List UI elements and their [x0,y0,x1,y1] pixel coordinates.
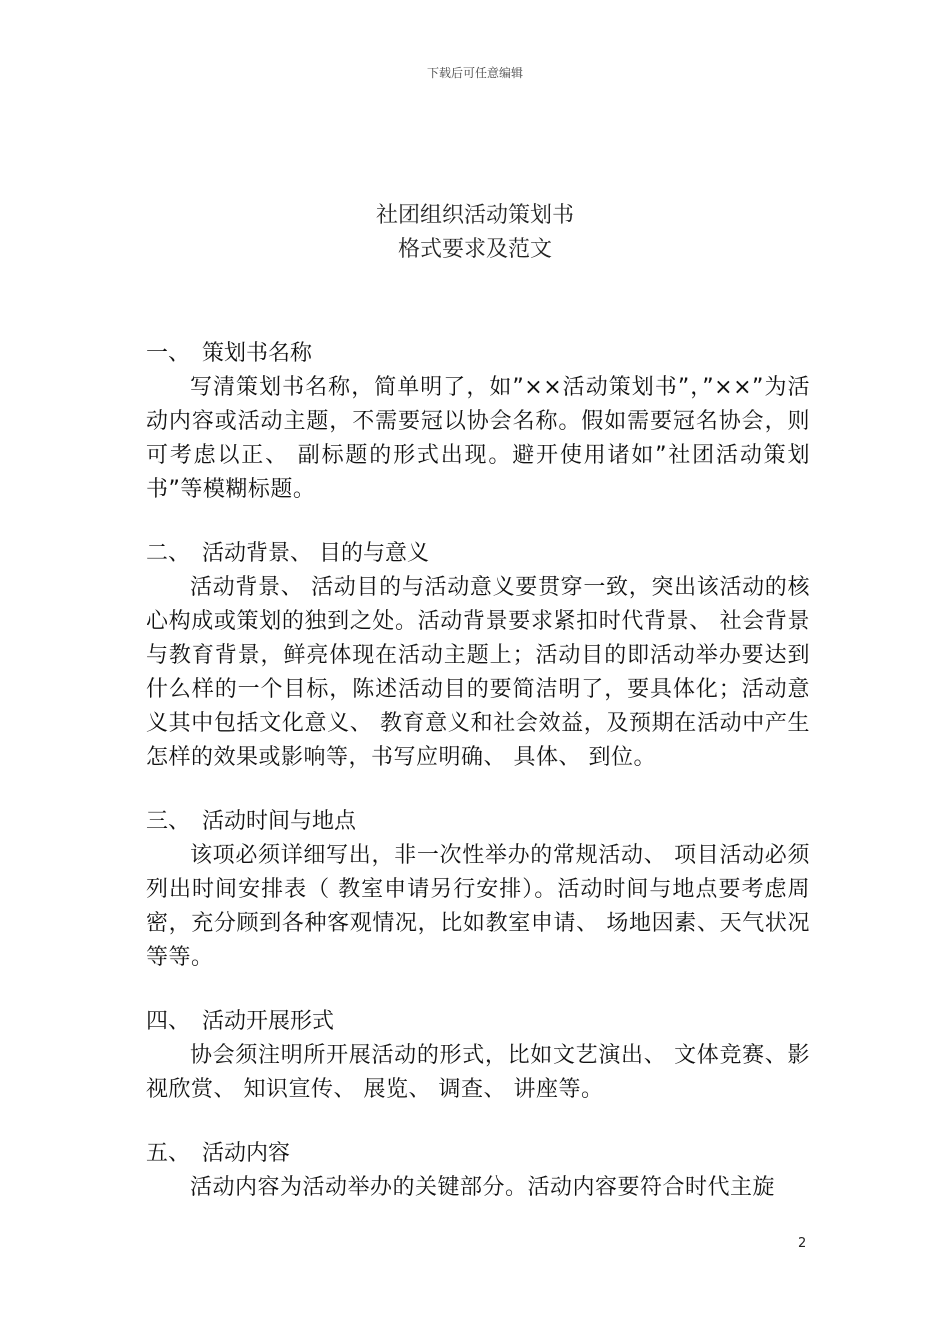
section-heading [146,537,810,571]
section-number: 一、 [146,341,191,366]
section-number: 五、 [146,1141,191,1166]
section-1 [146,337,810,507]
section-paragraph: 写清策划书名称，简单明了，如”××活动策划书”，”××”为活动内容或活动主题，不需要冠以协会名称。假如需要冠名协会，则可考虑以正、 副标题的形式出现。避开使用诸如”社团活动策划书”等模糊标题。 [146,375,810,502]
document-title: 社团组织活动策划书 [375,203,574,228]
section-paragraph: 活动背景、 活动目的与活动意义要贯穿一致，突出该活动的核心构成或策划的独到之处。活动背景要求紧扣时代背景、 社会背景与教育背景，鲜亮体现在活动主题上；活动目的即活动举办要达到什么样的一个目标，陈述活动目的要简洁明了，要具体化；活动意义其中包括文化意义、 教育意义和社会效益，及预期在活动中产生怎样的效果或影响等，书写应明确、 具体、 到位。 [146,575,810,770]
section-paragraph: 活动内容为活动举办的关键部分。活动内容要符合时代主旋 [190,1175,776,1200]
section-4 [146,1005,810,1107]
section-number: 三、 [146,809,191,834]
document-subtitle: 格式要求及范文 [397,237,552,262]
section-paragraph: 该项必须详细写出，非一次性举办的常规活动、 项目活动必须列出时间安排表（ 教室申请另行安排）。活动时间与地点要考虑周密，充分顾到各种客观情况，比如教室申请、 场地因素、天气状况等等。 [146,843,810,970]
header-note: 下载后可任意编辑 [426,66,523,80]
section-5 [146,1137,810,1205]
document-body [146,337,810,1235]
section-heading [146,1005,810,1039]
section-heading [146,1137,810,1171]
section-paragraph: 协会须注明所开展活动的形式，比如文艺演出、 文体竞赛、影视欣赏、 知识宣传、 展览、 调查、 讲座等。 [146,1043,810,1102]
section-number: 四、 [146,1009,191,1034]
section-heading [146,337,810,371]
section-title: 活动内容 [202,1141,291,1166]
page-number: 2 [798,1236,807,1251]
section-title: 策划书名称 [202,341,313,366]
section-title: 活动时间与地点 [202,809,357,834]
section-number: 二、 [146,541,191,566]
section-heading [146,805,810,839]
section-3 [146,805,810,975]
section-title: 活动背景、 目的与意义 [202,541,429,566]
section-title: 活动开展形式 [202,1009,335,1034]
section-2 [146,537,810,775]
